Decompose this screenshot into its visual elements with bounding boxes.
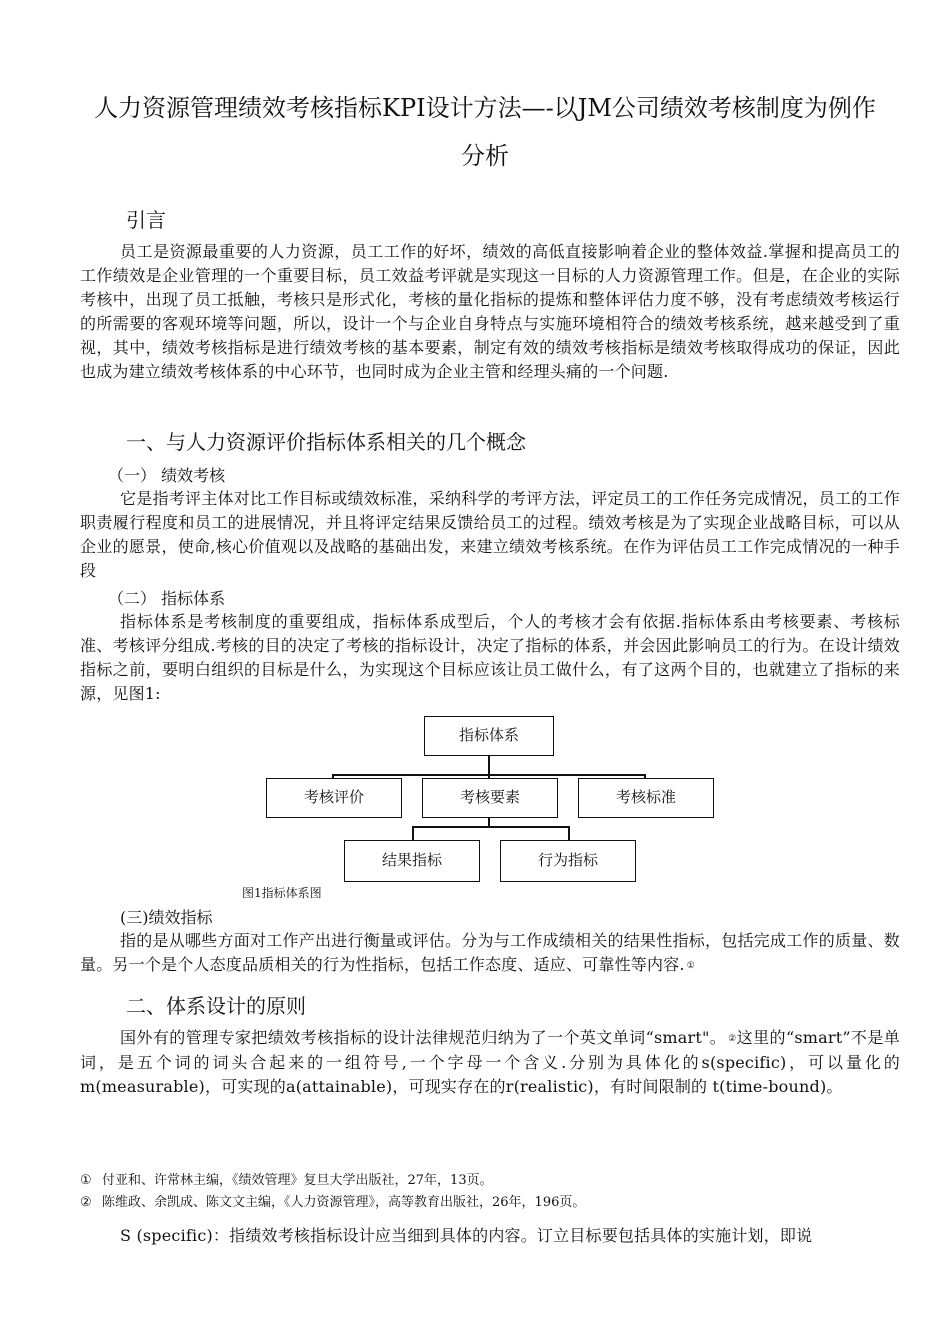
footnotes xyxy=(80,1170,900,1214)
section-2-paragraph: 国外有的管理专家把绩效考核指标的设计法律规范归纳为了一个英文单词“smart"。 ②这里的“smart”不是单词，是五个词的词头合起来的一组符号,一个字母一个含义.分别为具体化的s(specific)，可以量化的m(measurable)，可实现的a(attainable)，可现实存在的r(realistic)，有时间限制的 t(time-bound)。 xyxy=(80,1028,900,1096)
diagram-root-box: 指标体系 xyxy=(424,716,554,756)
diagram-level2-box-3: 考核标准 xyxy=(578,778,714,818)
connector-root-down xyxy=(488,756,490,776)
section-1-heading: 一、与人力资源评价指标体系相关的几个概念 xyxy=(126,430,526,454)
section-2-heading: 二、体系设计的原则 xyxy=(126,994,306,1018)
intro-heading: 引言 xyxy=(126,208,166,232)
footnote-2-text: 陈维政、余凯成、陈文文主编，《人力资源管理》，高等教育出版社，26年，196页。 xyxy=(102,1195,586,1210)
document-title xyxy=(70,84,900,180)
subsection-2-heading: （二） 指标体系 xyxy=(108,589,226,608)
footnote-ref-2[interactable]: ② xyxy=(728,1034,737,1044)
specific-paragraph: S (specific)：指绩效考核指标设计应当细到具体的内容。订立目标要包括具体的实施计划，即说 xyxy=(120,1226,813,1245)
diagram-level2-box-2: 考核要素 xyxy=(422,778,558,818)
footnote-2 xyxy=(80,1192,900,1214)
subsection-3-heading: (三)绩效指标 xyxy=(120,908,213,927)
connector-to-box-5 xyxy=(568,826,570,840)
footnote-1 xyxy=(80,1170,900,1192)
diagram-caption: 图1指标体系图 xyxy=(242,886,322,900)
footnote-1-mark: ① xyxy=(80,1173,92,1188)
subsection-1-paragraph: 它是指考评主体对比工作目标或绩效标准，采纳科学的考评方法，评定员工的工作任务完成情况，员工的工作职责履行程度和员工的进展情况，并且将评定结果反馈给员工的过程。绩效考核是为了实现企业战略目标，可以从企业的愿景，使命,核心价值观以及战略的基础出发，来建立绩效考核系统。在作为评估员工工作完成情况的一种手段 xyxy=(80,489,900,580)
diagram-level2-box-1: 考核评价 xyxy=(266,778,402,818)
subsection-3-paragraph: 指的是从哪些方面对工作产出进行衡量或评估。分为与工作成绩相关的结果性指标，包括完成工作的质量、数量。另一个是个人态度品质相关的行为性指标，包括工作态度、适应、可靠性等内容. ① xyxy=(80,931,900,974)
subsection-1-heading: （一） 绩效考核 xyxy=(108,466,226,485)
diagram-level3-box-2: 行为指标 xyxy=(500,840,636,882)
footnote-ref-1[interactable]: ① xyxy=(686,961,695,971)
subsection-2-paragraph: 指标体系是考核制度的重要组成，指标体系成型后，个人的考核才会有依据.指标体系由考核要素、考核标准、考核评分组成.考核的目的决定了考核的指标设计，决定了指标的体系，并会因此影响员工的行为。在设计绩效指标之前，要明白组织的目标是什么，为实现这个目标应该让员工做什么，有了这两个目的，也就建立了指标的来源，见图1: xyxy=(80,612,900,703)
index-system-diagram xyxy=(0,708,950,888)
intro-paragraph: 员工是资源最重要的人力资源，员工工作的好坏，绩效的高低直接影响着企业的整体效益.掌握和提高员工的工作绩效是企业管理的一个重要目标，员工效益考评就是实现这一目标的人力资源管理工作。但是，在企业的实际考核中，出现了员工抵触，考核只是形式化，考核的量化指标的提炼和整体评估力度不够，没有考虑绩效考核运行的所需要的客观环境等问题，所以，设计一个与企业自身特点与实施环境相符合的绩效考核系统，越来越受到了重视，其中，绩效考核指标是进行绩效考核的基本要素，制定有效的绩效考核指标是绩效考核取得成功的保证，因此也成为建立绩效考核体系的中心环节，也同时成为企业主管和经理头痛的一个问题. xyxy=(80,242,900,381)
title-line-1: 人力资源管理绩效考核指标KPI设计方法—-以JM公司绩效考核制度为例作 xyxy=(94,94,876,122)
diagram-level3-box-1: 结果指标 xyxy=(344,840,480,882)
footnote-2-mark: ② xyxy=(80,1195,92,1210)
connector-to-box-4 xyxy=(412,826,414,840)
title-line-2: 分析 xyxy=(461,142,509,170)
footnote-1-text: 付亚和、许常林主编，《绩效管理》复旦大学出版社，27年，13页。 xyxy=(102,1173,493,1188)
connector-level3-bar xyxy=(412,826,570,828)
